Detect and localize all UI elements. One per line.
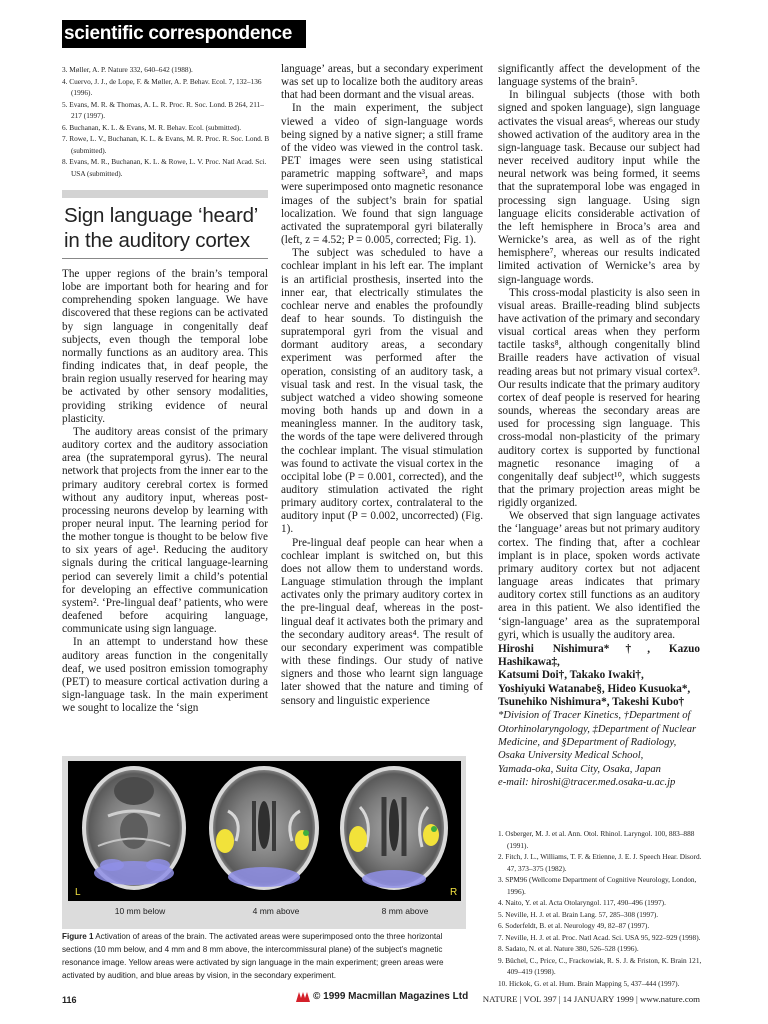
reference-item: 10. Hickok, G. et al. Hum. Brain Mapping 5, 437–444 (1997). (498, 978, 680, 988)
left-marker: L (75, 887, 81, 898)
paragraph: Pre-lingual deaf people can hear when a cochlear implant is switched on, but this does not allow them to understand words. Language stimulation through the implant activates only the primary auditory cortex in the pre-lingual deaf, whereas in the post-lingual deaf it activates both the primary and the secondary auditory areas⁴. The result of our secondary experiment was compatible with these findings. Our study of native signers and those who learnt sign language later showed that the nature and timing of sensory and linguistic experience (281, 536, 483, 707)
headline-divider (62, 258, 268, 259)
paragraph: We observed that sign language activates the ‘language’ areas but not primary auditory cortex. The finding that, after a cochlear implant is in place, spoken words activate primary auditory cortex but not adjacent language areas indicates that primary auditory cortex still functions as an auditory area in this patient. We also identified the ‘sign-language’ area as the supratemporal gyri, which is usually the auditory area. (498, 510, 700, 641)
affiliation-line: *Division of Tracer Kinetics, †Department of (498, 710, 691, 722)
paragraph: In the main experiment, the subject viewed a video of sign-language words being signed by a native signer; a still frame of the video was viewed in the control task. PET images were seen using statistical parametric mapping software³, and maps were superimposed onto magnetic resonance images of the subject’s brain for spatial localization. We found that sign language activated the supratemporal gyri bilaterally (left, z = 4.52; P = 0.005, corrected; Fig. 1). (281, 102, 483, 247)
top-references (62, 64, 272, 179)
vision-activation (100, 859, 124, 871)
mri-slices-svg (68, 761, 461, 901)
reference-item: 5. Evans, M. R. & Thomas, A. L. R. Proc. R. Soc. Lond. B 264, 211–217 (1997). (62, 99, 264, 120)
article-column-2 (281, 63, 483, 708)
headline-line: in the auditory cortex (64, 229, 250, 252)
journal-info: NATURE | VOL 397 | 14 JANUARY 1999 | www.nature.com (482, 994, 700, 1004)
sign-language-activation (423, 824, 439, 846)
reference-list (498, 828, 708, 989)
reference-item: 9. Büchel, C., Price, C., Frackowiak, R. S. J. & Friston, K. Brain 121, 409–419 (1998). (498, 955, 702, 976)
headline-rule (62, 190, 268, 198)
author-line: Hiroshi Nishimura*†, Kazuo Hashikawa‡, (498, 642, 700, 669)
mri-figure (68, 761, 461, 901)
author-line: Tsunehiko Nishimura*, Takeshi Kubo† (498, 696, 685, 709)
reference-item: 7. Rowe, L. V., Buchanan, K. L. & Evans, M. R. Proc. R. Soc. Lond. B (submitted). (62, 134, 270, 155)
reference-item: 8. Sadato, N. et al. Nature 380, 526–528 (1996). (498, 944, 639, 953)
affiliation-line: Yamada-oka, Suita City, Osaka, Japan (498, 763, 661, 775)
author-list (498, 643, 700, 709)
mri-slice-4mm-above (209, 766, 319, 890)
article-column-1 (62, 268, 268, 715)
reference-item: 5. Neville, H. J. et al. Brain Lang. 57, 285–308 (1997). (498, 909, 659, 919)
affiliation-line: Osaka University Medical School, (498, 750, 644, 762)
audition-activation (431, 826, 437, 832)
affiliation-line: Medicine, and §Department of Radiology, (498, 736, 677, 748)
sign-language-activation (349, 826, 367, 852)
vision-activation (362, 870, 426, 888)
copyright-text: © 1999 Macmillan Magazines Ltd (313, 991, 469, 1002)
reference-item: 4. Naito, Y. et al. Acta Otolaryngol. 117, 490–496 (1997). (498, 898, 666, 907)
affiliation (498, 709, 700, 789)
slice-label: 10 mm below (114, 906, 166, 916)
reference-item: 7. Neville, H. J. et al. Proc. Natl Acad. Sci. USA 95, 922–929 (1998). (498, 932, 701, 942)
paragraph: The auditory areas consist of the primary auditory cortex and the auditory association area (the supratemporal gyrus). The neural network that projects from the inner ear to the primary auditory cerebral cortex is formed without any auditory input, whereas post-processing neurons develop by learning with proper neural input. The learning period for the mother tongue is thought to be below five to six years of age¹. Reducing the auditory signals during the critical language-learning period can severely limit a child’s potential for developing an effective communication system². ‘Pre-lingual deaf’ patients, who were deafened before acquiring language, communicate using sign language. (62, 425, 269, 636)
mri-slice-8mm-above (340, 766, 448, 890)
vision-activation (228, 867, 300, 887)
affiliation-line: Otorhinolaryngology, ‡Department of Nuclear (498, 723, 697, 735)
macmillan-logo-icon (296, 992, 310, 1002)
paragraph: significantly affect the development of the language systems of the brain⁵. (498, 63, 700, 89)
article-headline (64, 203, 274, 253)
paragraph: The upper regions of the brain’s temporal lobe are important both for hearing and for comprehending spoken language. We have discovered that these regions can be activated by sign language in congenitally deaf subjects, even though the temporal lobe normally functions as an auditory area. This finding indicates that, in deaf people, the brain region usually reserved for hearing may be activated by other sensory modalities, providing striking evidence of neural plasticity. (62, 268, 268, 425)
figure-caption (62, 930, 472, 982)
slice-label: 4 mm above (252, 906, 300, 916)
section-title: scientific correspondence (62, 20, 306, 48)
caption-text: Activation of areas of the brain. The activated areas were superimposed onto the three horizontal sections (10 mm below, and 4 mm and 8 mm above, the intercommissural plane) of the subject’s magnetic resonance image. Yellow areas were activated by sign language in the main experiment; green areas were activated by audition, and blue areas by vision, in the secondary experiment. (62, 932, 444, 981)
reference-item: 6. Buchanan, K. L. & Evans, M. R. Behav. Ecol. (submitted). (62, 122, 242, 132)
figure-label: Figure 1 (62, 932, 94, 941)
mri-slice-10mm-below (82, 766, 186, 890)
slice-label: 8 mm above (381, 906, 429, 916)
reference-item: 3. Møller, A. P. Nature 332, 640–642 (1988). (62, 65, 193, 74)
sign-language-activation (216, 829, 234, 853)
paragraph: language’ areas, but a secondary experiment was set up to localize both the auditory areas that had been dormant and the visual areas. (281, 63, 483, 102)
reference-item: 2. Fitch, J. L., Williams, T. F. & Etienne, J. E. J. Speech Hear. Disord. 47, 373–375 (1982). (498, 852, 702, 873)
reference-item: 6. Soderfeldt, B. et al. Neurology 49, 82–87 (1997). (498, 921, 650, 930)
paragraph: This cross-modal plasticity is also seen in visual areas. Braille-reading blind subjects have activation of the primary and secondary visual cortical areas when they perform tactile tasks⁸, although congenitally blind Braille readers have activation of visual reading areas but not primary visual cortex⁹. Our results indicate that the primary auditory cortex of deaf people is reserved for hearing sounds, whereas the secondary areas are used for processing sign language. This cross-modal non-plasticity of the primary auditory cortex is supported by functional magnetic resonance imaging of a congenitally deaf subject¹⁰, which suggests that the primary projection areas might be rigidly organized. (498, 286, 700, 510)
right-marker: R (450, 887, 458, 898)
copyright-line (296, 991, 468, 1002)
reference-item: 4. Cuervo, J. J., de Lope, F. & Møller, A. P. Behav. Ecol. 7, 132–136 (1996). (62, 76, 262, 97)
paragraph: The subject was scheduled to have a cochlear implant in his left ear. The implant is an artificial prosthesis, inserted into the inner ear, that electrically stimulates the cochlear nerve and enables the profoundly deaf to hear sounds. To distinguish the supratemporal gyri from the visual and dormant auditory areas, a secondary experiment was performed after the operation, consisting of an auditory task, a visual task and rest. In the visual task, the subject watched a video showing someone moving both hands up and down in a meaningless manner. In the auditory task, the words of the tape were delivered through the cochlear implant. The visual stimulation was found to activate the visual cortex in the occipital lobe (P = 0.001, corrected), and the auditory stimulation activated the right primary auditory cortex, contralateral to the auditory input (P = 0.002, uncorrected) (Fig. 1). (281, 247, 483, 536)
headline-line: Sign language ‘heard’ (64, 204, 259, 227)
author-line: Yoshiyuki Watanabe§, Hideo Kusuoka*, (498, 682, 691, 695)
reference-item: 1. Osberger, M. J. et al. Ann. Otol. Rhinol. Laryngol. 100, 883–888 (1991). (498, 829, 695, 850)
audition-activation (303, 830, 309, 836)
page-number: 116 (62, 995, 77, 1005)
article-column-3 (498, 63, 700, 789)
vision-activation (146, 859, 170, 871)
paragraph: In bilingual subjects (those with both signed and spoken language), sign language activates the visual areas⁶, whereas our study showed activation of the auditory area in the sign-language task. Because our subject had never received auditory input while the neural network was being formed, it seems that the supratemporal lobe was engaged in processing sign language. Using sign language elicits considerable activation of the left hemisphere in Broca’s area and Wernicke’s area, as well as of the right hemisphere⁷, whereas our results indicated limited activation of Wernicke’s area by sign-language words. (498, 89, 700, 286)
affiliation-line: e-mail: hiroshi@tracer.med.osaka-u.ac.jp (498, 776, 676, 788)
reference-item: 8. Evans, M. R., Buchanan, K. L. & Rowe, L. V. Proc. Natl Acad. Sci. USA (submitted). (62, 157, 267, 178)
reference-item: 3. SPM96 (Wellcome Department of Cognitive Neurology, London, 1996). (498, 875, 697, 896)
author-line: Katsumi Doi†, Takako Iwaki†, (498, 669, 644, 682)
paragraph: In an attempt to understand how these auditory areas function in the congenitally deaf, we used positron emission tomography (PET) to measure cortical activation during a sign-language task. In the main experiment we sought to localize the ‘sign (62, 636, 268, 715)
